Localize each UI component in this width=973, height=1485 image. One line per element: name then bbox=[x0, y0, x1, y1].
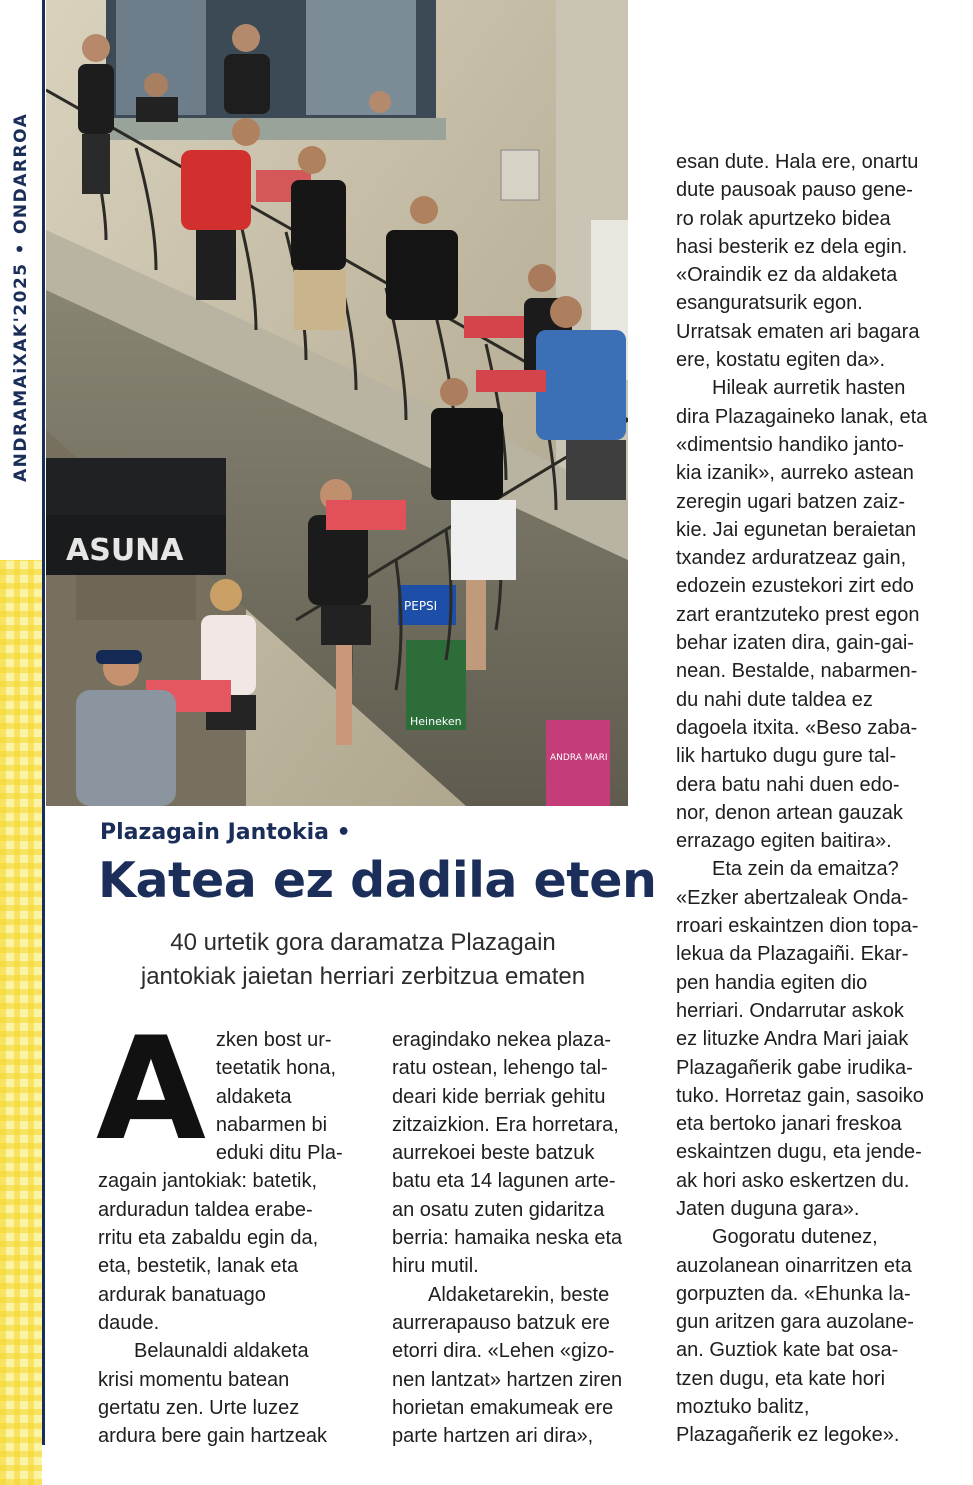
text-line: zeregin ugari batzen zaiz- bbox=[676, 490, 906, 513]
text-line: rritu eta zabaldu egin da, bbox=[98, 1227, 319, 1250]
poster-text: ANDRA MARI bbox=[550, 753, 608, 763]
text-line: zken bost ur- bbox=[215, 1029, 332, 1051]
body-column-1 bbox=[96, 1007, 360, 1450]
text-line: parte hartzen ari dira», bbox=[392, 1425, 594, 1448]
text-line: txandez arduratzeaz gain, bbox=[676, 547, 907, 570]
subhead-line-2: jantokiak jaietan herriari zerbitzua ematen bbox=[140, 963, 586, 990]
paragraph bbox=[676, 148, 946, 374]
text-line: dira Plazagaineko lanak, eta bbox=[676, 405, 928, 428]
paragraph bbox=[98, 1337, 360, 1450]
text-line: Urratsak ematen ari bagara bbox=[676, 320, 920, 343]
text-line: Hileak aurretik hasten bbox=[712, 377, 906, 400]
text-line: ardurak banatuago bbox=[98, 1283, 266, 1306]
paragraph bbox=[676, 374, 946, 855]
text-line: zart erantzuteko prest egon bbox=[676, 603, 920, 626]
text-line: dera batu nahi duen edo- bbox=[676, 773, 900, 796]
text-line: nor, denon artean gauzak bbox=[676, 801, 903, 824]
text-line: Belaunaldi aldaketa bbox=[134, 1340, 309, 1363]
subhead-line-1: 40 urtetik gora daramatza Plazagain bbox=[170, 929, 556, 956]
side-divider-line bbox=[42, 0, 45, 1445]
text-line: «dimentsio handiko janto- bbox=[676, 433, 904, 456]
text-line: ak hori asko eskertzen du. bbox=[676, 1169, 910, 1192]
text-line: gorpuzten da. «Ehunka la- bbox=[676, 1282, 911, 1305]
section-label bbox=[6, 102, 36, 482]
paragraph bbox=[676, 855, 946, 1223]
text-line: Plazagañerik gabe irudika- bbox=[676, 1056, 913, 1079]
text-line: horietan emakumeak ere bbox=[392, 1396, 614, 1419]
text-line: dagoela itxita. «Beso zaba- bbox=[676, 716, 918, 739]
text-line: eta, bestetik, lanak eta bbox=[98, 1255, 299, 1278]
beer-label-text: Heineken bbox=[410, 715, 462, 728]
photo-illustration bbox=[46, 0, 628, 806]
crate-label-text: PEPSI bbox=[404, 599, 438, 613]
text-line: arduradun taldea erabe- bbox=[98, 1198, 313, 1221]
text-line: nabarmen bi bbox=[215, 1113, 328, 1136]
text-line: hasi besterik ez dela egin. bbox=[676, 235, 908, 258]
drop-cap: A bbox=[96, 1007, 206, 1172]
text-line: ratu ostean, lehengo tal- bbox=[392, 1057, 608, 1080]
text-line: kia izanik», aurreko astean bbox=[676, 462, 914, 485]
text-line: etorri dira. «Lehen «gizo- bbox=[392, 1340, 615, 1363]
text-line: behar izaten dira, gain-gai- bbox=[676, 632, 914, 655]
text-line: esan dute. Hala ere, onartu bbox=[676, 151, 919, 173]
article-kicker: Plazagain Jantokia • bbox=[100, 820, 351, 845]
text-line: rroari eskaintzen dion topa- bbox=[676, 915, 919, 938]
text-line: gertatu zen. Urte luzez bbox=[98, 1396, 300, 1419]
text-line: Plazagañerik ez legoke». bbox=[676, 1424, 900, 1447]
section-label-town: ONDARROA bbox=[11, 112, 31, 235]
text-line: ardura bere gain hartzeak bbox=[98, 1425, 328, 1448]
text-line: herriari. Ondarrutar askok bbox=[676, 999, 904, 1022]
article-subhead bbox=[98, 926, 628, 994]
paragraph bbox=[392, 1026, 648, 1281]
text-line: Gogoratu dutenez, bbox=[712, 1226, 878, 1249]
paragraph bbox=[96, 1007, 360, 1337]
text-line: eduki ditu Pla- bbox=[215, 1142, 343, 1165]
text-line: gun aritzen gara auzolane- bbox=[676, 1311, 914, 1334]
text-line: aurrerapauso batzuk ere bbox=[392, 1311, 610, 1334]
text-line: an. Guztiok kate bat osa- bbox=[676, 1339, 899, 1362]
text-line: an osatu zuten gidaritza bbox=[392, 1198, 605, 1221]
text-line: tzen dugu, eta kate hori bbox=[676, 1367, 886, 1390]
text-line: zagain jantokiak: batetik, bbox=[98, 1170, 318, 1193]
text-line: ez lituzke Andra Mari jaiak bbox=[676, 1028, 909, 1051]
section-label-separator: • bbox=[11, 242, 31, 255]
article-headline: Katea ez dadila eten bbox=[98, 852, 657, 909]
paragraph bbox=[392, 1281, 648, 1451]
text-line: du nahi dute taldea ez bbox=[676, 688, 873, 711]
text-line: Eta zein da emaitza? bbox=[712, 858, 899, 881]
text-line: moztuko balitz, bbox=[676, 1396, 810, 1419]
text-line: dute pausoak pauso gene- bbox=[676, 179, 913, 202]
text-line: auzolanean oinarritzen eta bbox=[676, 1254, 912, 1277]
text-line: Jaten duguna gara». bbox=[676, 1197, 860, 1220]
text-line: tuko. Horretaz gain, sasoiko bbox=[676, 1084, 924, 1107]
text-line: «Ezker abertzaleak Onda- bbox=[676, 886, 909, 909]
text-line: eskaintzen dugu, eta jende- bbox=[676, 1141, 922, 1164]
text-line: hiru mutil. bbox=[392, 1255, 479, 1278]
text-line: teetatik hona, bbox=[215, 1057, 336, 1080]
paragraph bbox=[676, 1223, 946, 1449]
section-label-issue: ANDRAMAiXAK'2025 bbox=[11, 262, 31, 482]
text-line: berria: hamaika neska eta bbox=[392, 1227, 623, 1250]
article-photo bbox=[46, 0, 628, 806]
body-column-2 bbox=[392, 1026, 648, 1450]
text-line: ro rolak apurtzeko bidea bbox=[676, 207, 891, 230]
text-line: aldaketa bbox=[215, 1085, 292, 1108]
text-line: pen handia egiten dio bbox=[676, 971, 868, 994]
text-line: deari kide berriak gehitu bbox=[392, 1085, 606, 1108]
text-line: batu eta 14 lagunen arte- bbox=[392, 1170, 616, 1193]
text-line: daude. bbox=[98, 1311, 160, 1334]
text-line: «Oraindik ez da aldaketa bbox=[676, 264, 898, 287]
text-line: esanguratsurik egon. bbox=[676, 292, 863, 315]
text-line: zitzaizkion. Era horretara, bbox=[392, 1113, 619, 1136]
text-line: errazago egiten baitira». bbox=[676, 830, 892, 853]
text-line: krisi momentu batean bbox=[98, 1368, 290, 1391]
text-line: ere, kostatu egiten da». bbox=[676, 349, 886, 372]
text-line: lekua da Plazagaiñi. Ekar- bbox=[676, 943, 909, 966]
shop-sign-text: ASUNA bbox=[66, 533, 184, 568]
text-line: nen lantzat» hartzen ziren bbox=[392, 1368, 623, 1391]
text-line: nean. Bestalde, nabarmen- bbox=[676, 660, 918, 683]
text-line: Aldaketarekin, beste bbox=[428, 1283, 610, 1306]
text-line: kie. Jai egunetan beraietan bbox=[676, 518, 917, 541]
text-line: eta bertoko janari freskoa bbox=[676, 1113, 902, 1136]
text-line: aurrekoei beste batzuk bbox=[392, 1142, 595, 1165]
text-line: edozein ezustekori zirt edo bbox=[676, 575, 914, 598]
text-line: lik hartuko dugu gure tal- bbox=[676, 745, 897, 768]
body-column-3 bbox=[676, 148, 946, 1450]
text-line: eragindako nekea plaza- bbox=[392, 1029, 612, 1051]
